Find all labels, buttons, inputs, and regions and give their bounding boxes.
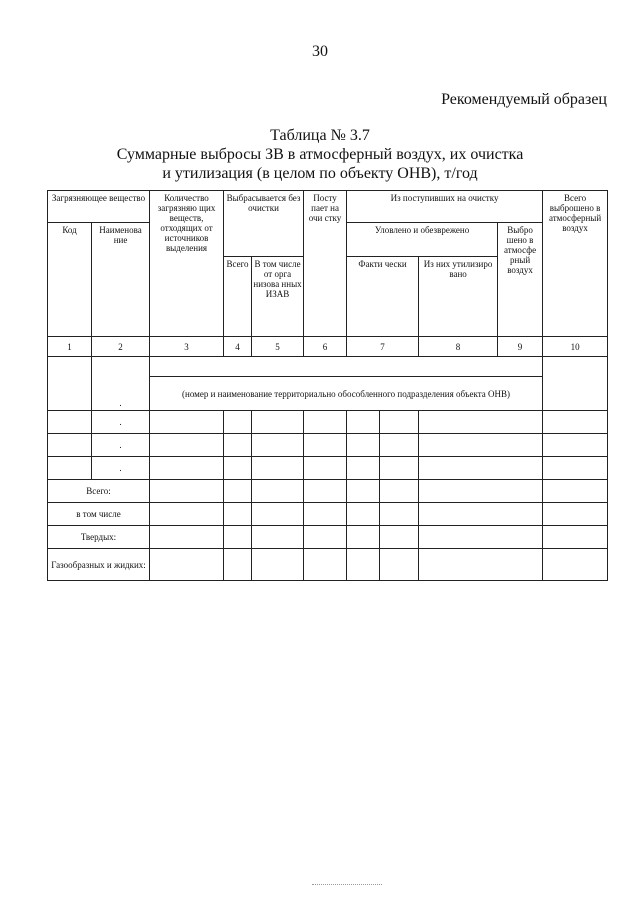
header-code: Код — [48, 223, 92, 337]
table-cell — [224, 503, 252, 526]
col-number-6: 6 — [304, 337, 347, 357]
table-cell — [252, 434, 304, 457]
table-cell — [419, 457, 543, 480]
row-label-solid: Твердых: — [48, 526, 150, 549]
table-cell — [543, 411, 608, 434]
table-cell — [224, 434, 252, 457]
col-number-1: 1 — [48, 337, 92, 357]
table-cell — [543, 549, 608, 581]
bottom-divider — [312, 884, 382, 885]
table-cell — [380, 549, 419, 581]
header-caught: Уловлено и обезврежено — [347, 223, 498, 257]
table-cell — [224, 480, 252, 503]
table-cell — [150, 434, 224, 457]
table-cell — [347, 549, 380, 581]
table-cell — [252, 503, 304, 526]
table-cell — [304, 549, 347, 581]
row-label-gas-liquid: Газообразных и жидких: — [48, 549, 150, 581]
table-cell — [150, 549, 224, 581]
table-cell — [252, 480, 304, 503]
sample-note: Рекомендуемый образец — [441, 91, 607, 108]
table-cell — [543, 526, 608, 549]
header-total-emitted: Всего выброшено в атмосферный воздух — [543, 191, 608, 337]
table-cell — [252, 411, 304, 434]
header-total: Всего — [224, 257, 252, 337]
table-cell — [347, 480, 380, 503]
table-cell — [543, 457, 608, 480]
dot-marker: . — [119, 417, 122, 427]
col-number-7: 7 — [347, 337, 419, 357]
table-cell — [347, 503, 380, 526]
table-cell — [419, 526, 543, 549]
col-number-9: 9 — [498, 337, 543, 357]
cell-name-subdivision — [92, 357, 150, 411]
table-cell — [419, 434, 543, 457]
table-cell — [224, 549, 252, 581]
table-cell — [380, 434, 419, 457]
table-cell — [48, 411, 92, 434]
cell-subdivision-blank — [150, 357, 543, 377]
table-cell — [304, 434, 347, 457]
table-title-line-3: и утилизация (в целом по объекту ОНВ), т/год — [162, 165, 478, 182]
table-cell — [252, 549, 304, 581]
table-cell — [304, 526, 347, 549]
cell-total-subdivision — [543, 357, 608, 411]
table-cell — [92, 457, 150, 480]
col-number-3: 3 — [150, 337, 224, 357]
table-cell — [92, 434, 150, 457]
table-cell — [304, 411, 347, 434]
table-cell — [419, 503, 543, 526]
header-quantity: Количество загрязняю щих веществ, отходящих от источников выделения — [150, 191, 224, 337]
table-cell — [543, 434, 608, 457]
table-title-line-1: Таблица № 3.7 — [270, 127, 370, 144]
table-cell — [150, 480, 224, 503]
col-number-8: 8 — [419, 337, 498, 357]
dot-marker: . — [119, 440, 122, 450]
table-title-line-2: Суммарные выбросы ЗВ в атмосферный воздух, их очистка — [116, 146, 524, 163]
table-cell — [224, 526, 252, 549]
table-cell — [224, 457, 252, 480]
header-incl-org: В том числе от орга низова нных ИЗАВ — [252, 257, 304, 337]
row-label-total: Всего: — [48, 480, 150, 503]
col-number-2: 2 — [92, 337, 150, 357]
table-cell — [347, 457, 380, 480]
table-cell — [150, 457, 224, 480]
table-cell — [224, 411, 252, 434]
table-cell — [419, 549, 543, 581]
col-number-4: 4 — [224, 337, 252, 357]
dot-marker: . — [119, 463, 122, 473]
header-emitted-raw: Выбрасывается без очистки — [224, 191, 304, 257]
row-label-including: в том числе — [48, 503, 150, 526]
header-received: Посту пает на очи стку — [304, 191, 347, 337]
table-cell — [304, 503, 347, 526]
table-cell — [380, 480, 419, 503]
header-from-received: Из поступивших на очистку — [347, 191, 543, 223]
table-cell — [150, 526, 224, 549]
table-cell — [347, 526, 380, 549]
table-cell — [48, 434, 92, 457]
header-utilized: Из них утилизиро вано — [419, 257, 498, 337]
table-cell — [304, 480, 347, 503]
table-cell — [419, 411, 543, 434]
table-cell — [347, 411, 380, 434]
table-cell — [150, 503, 224, 526]
table-cell — [304, 457, 347, 480]
page-number: 30 — [312, 43, 328, 60]
emissions-table — [47, 190, 608, 581]
table-cell — [92, 411, 150, 434]
table-cell — [252, 526, 304, 549]
table-cell — [543, 480, 608, 503]
col-number-5: 5 — [252, 337, 304, 357]
subdivision-note: (номер и наименование территориально обособленного подразделения объекта ОНВ) — [150, 377, 543, 411]
table-cell — [252, 457, 304, 480]
header-released: Выбро шено в атмосфе рный воздух — [498, 223, 543, 337]
table-cell — [48, 457, 92, 480]
header-name: Наименова ние — [92, 223, 150, 337]
table-cell — [347, 434, 380, 457]
table-cell — [150, 411, 224, 434]
cell-code-subdivision — [48, 357, 92, 411]
table-cell — [419, 480, 543, 503]
dot-marker: . — [119, 398, 122, 408]
table-cell — [380, 411, 419, 434]
table-cell — [380, 503, 419, 526]
table-cell — [380, 457, 419, 480]
table-cell — [543, 503, 608, 526]
table-title — [0, 126, 640, 183]
header-actual: Факти чески — [347, 257, 419, 337]
col-number-10: 10 — [543, 337, 608, 357]
table-cell — [380, 526, 419, 549]
header-pollutant: Загрязняющее вещество — [48, 191, 150, 223]
